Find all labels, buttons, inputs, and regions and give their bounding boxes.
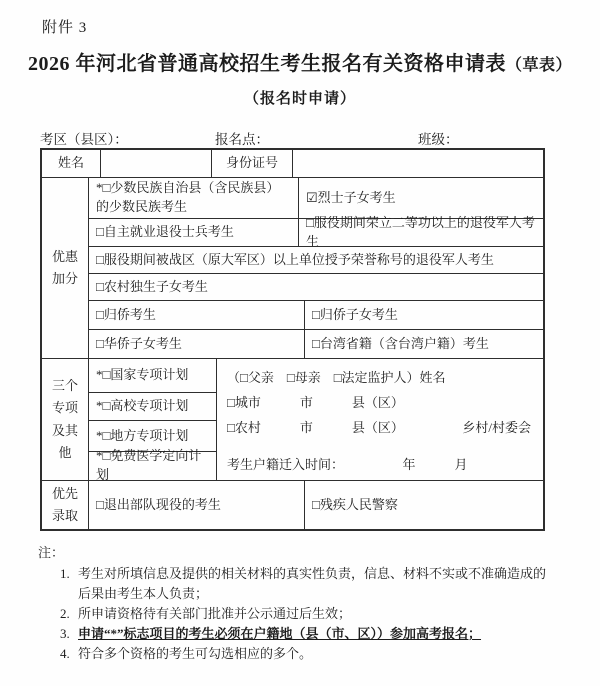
- plan-local-checkbox[interactable]: *□: [96, 427, 111, 443]
- form-title-suffix: （草表）: [505, 57, 572, 74]
- form-subtitle: （报名时申请）: [243, 91, 356, 107]
- plan-national-checkbox[interactable]: *□: [96, 367, 111, 383]
- option-returned-overseas-chinese-children-cell: [304, 301, 543, 329]
- option-self-employed-veteran-cell: [89, 219, 298, 246]
- bonus-row-2: [89, 214, 543, 249]
- plan-national-cell: [89, 359, 216, 392]
- rural-hukou-line: □农村 市 县（区） 乡村/村委会: [227, 420, 531, 435]
- option-returned-overseas-chinese-children: [312, 306, 398, 325]
- option-martyr-children-cell: [298, 178, 543, 218]
- option-self-employed-veteran: [96, 223, 234, 242]
- priority-row-1: [89, 481, 543, 529]
- option-rural-only-child: [96, 278, 208, 297]
- note-4-text: 符合多个资格的考生可勾选相应的多个。: [78, 646, 313, 661]
- note-item-2: [38, 604, 550, 624]
- option-self-employed-veteran-checkbox[interactable]: □: [96, 224, 104, 240]
- note-3-text: 申请“*”标志项目的考生必须在户籍地（县（市、区））参加高考报名；: [78, 626, 482, 641]
- plan-local-label: 地方专项计划: [110, 427, 189, 443]
- plan-national: [96, 366, 188, 385]
- section-bonus-points: [42, 177, 543, 358]
- option-martyr-children-checkbox-checked[interactable]: ☑: [306, 189, 318, 205]
- option-second-class-merit-veteran-label: 服役期间荣立二等功以上的退役军人考生: [306, 214, 535, 249]
- plan-local: [96, 427, 188, 446]
- section-priority-admission: [42, 480, 543, 529]
- plan-university: [96, 397, 188, 416]
- option-minority-checkbox[interactable]: *□: [96, 180, 111, 196]
- option-disabled-police-checkbox[interactable]: □: [312, 496, 320, 512]
- plan-national-label: 国家专项计划: [110, 367, 189, 383]
- option-overseas-chinese-children-label: 华侨子女考生: [103, 335, 182, 351]
- plans-column: [89, 359, 216, 480]
- attachment-label: 附件 3: [42, 20, 88, 36]
- option-overseas-chinese-children: [96, 335, 182, 354]
- option-retired-active-military: [96, 496, 221, 515]
- form-title: [0, 47, 600, 76]
- option-disabled-police-cell: [304, 481, 543, 529]
- form-title-main: 2026 年河北省普通高校招生考生报名有关资格申请表: [27, 53, 506, 75]
- option-returned-overseas-chinese-children-label: 归侨子女考生: [319, 306, 398, 322]
- option-second-class-merit-veteran-cell: [298, 214, 543, 249]
- option-honor-title-veteran-checkbox[interactable]: □: [96, 251, 104, 267]
- bonus-row-6: [89, 329, 543, 358]
- note-4-number: 4.: [60, 646, 70, 661]
- id-number-input-cell[interactable]: [292, 150, 543, 177]
- urban-hukou-line: □城市 市 县（区）: [227, 395, 404, 410]
- meta-row: [40, 128, 560, 146]
- option-martyr-children-label: 烈士子女考生: [317, 189, 396, 205]
- option-returned-overseas-chinese: [96, 306, 156, 325]
- option-taiwan-checkbox[interactable]: □: [312, 335, 320, 351]
- section-special-plans-header: [42, 359, 89, 480]
- note-item-1: [38, 564, 550, 604]
- option-returned-overseas-chinese-cell: [89, 301, 304, 329]
- option-minority: [96, 179, 291, 217]
- option-returned-overseas-chinese-label: 归侨考生: [103, 306, 156, 322]
- name-id-row: [42, 150, 543, 177]
- plan-free-medical-cell: [89, 448, 216, 482]
- section-bonus-points-header: [42, 178, 89, 358]
- hukou-move-in-time-line: 考生户籍迁入时间： 年 月: [227, 457, 468, 472]
- option-martyr-children: [306, 189, 396, 208]
- special-details-cell: [216, 359, 543, 480]
- option-disabled-police-label: 残疾人民警察: [319, 496, 398, 512]
- name-label: 姓名: [57, 155, 84, 171]
- note-1-number: 1.: [60, 566, 70, 581]
- option-honor-title-veteran-cell: [89, 247, 543, 273]
- option-overseas-chinese-children-cell: [89, 330, 304, 358]
- plan-university-cell: [89, 392, 216, 420]
- option-minority-label: 少数民族自治县（含民族县）的少数民族考生: [96, 180, 280, 214]
- section-special-plans-label: 三个专项及其他: [52, 378, 79, 460]
- option-retired-active-military-label: 退出部队现役的考生: [103, 496, 221, 512]
- form-table: [40, 148, 545, 531]
- option-retired-active-military-checkbox[interactable]: □: [96, 496, 104, 512]
- note-2-number: 2.: [60, 606, 70, 621]
- option-retired-active-military-cell: [89, 481, 304, 529]
- option-rural-only-child-checkbox[interactable]: □: [96, 278, 104, 294]
- plan-free-medical: [96, 447, 209, 485]
- option-honor-title-veteran: [96, 251, 494, 270]
- bonus-row-5: [89, 300, 543, 329]
- option-minority-cell: [89, 178, 298, 218]
- section-priority-admission-header: [42, 481, 89, 529]
- option-overseas-chinese-children-checkbox[interactable]: □: [96, 335, 104, 351]
- option-taiwan-cell: [304, 330, 543, 358]
- section-bonus-points-label: 优惠加分: [52, 248, 79, 286]
- section-priority-admission-label: 优先录取: [52, 485, 79, 523]
- guardian-name-line: （□父亲 □母亲 □法定监护人）姓名: [227, 370, 446, 385]
- note-3-number: 3.: [60, 626, 70, 641]
- option-rural-only-child-cell: [89, 274, 543, 300]
- bonus-row-4: [89, 273, 543, 300]
- bonus-row-3: [89, 246, 543, 273]
- option-returned-overseas-chinese-checkbox[interactable]: □: [96, 306, 104, 322]
- bonus-row-1: [89, 178, 543, 218]
- plan-free-medical-label: 免费医学定向计划: [96, 448, 202, 482]
- plan-university-label: 高校专项计划: [110, 398, 189, 414]
- option-second-class-merit-veteran-checkbox[interactable]: □: [306, 214, 314, 230]
- notes-section: [38, 543, 550, 664]
- option-returned-overseas-chinese-children-checkbox[interactable]: □: [312, 306, 320, 322]
- exam-area-label: 考区（县区）：: [40, 132, 128, 147]
- plan-free-medical-checkbox[interactable]: *□: [96, 448, 111, 464]
- note-2-text: 所申请资格待有关部门批准并公示通过后生效；: [78, 606, 352, 621]
- plan-university-checkbox[interactable]: *□: [96, 398, 111, 414]
- option-taiwan: [312, 335, 489, 354]
- registration-point-label: 报名点：: [215, 132, 269, 147]
- class-label: 班级：: [418, 132, 459, 147]
- option-taiwan-label: 台湾省籍（含台湾户籍）考生: [319, 335, 489, 351]
- notes-label: 注：: [38, 545, 65, 560]
- option-self-employed-veteran-label: 自主就业退役士兵考生: [103, 224, 234, 240]
- name-input-cell[interactable]: [100, 150, 211, 177]
- note-item-4: [38, 644, 550, 664]
- note-item-3: [38, 624, 550, 644]
- option-rural-only-child-label: 农村独生子女考生: [103, 278, 208, 294]
- option-disabled-police: [312, 496, 398, 515]
- note-1-text: 考生对所填信息及提供的相关材料的真实性负责，信息、材料不实或不准确造成的后果由考生本人负责；: [78, 566, 547, 601]
- id-number-label: 身份证号: [211, 150, 292, 177]
- section-special-plans: [42, 358, 543, 480]
- option-honor-title-veteran-label: 服役期间被战区（原大军区）以上单位授予荣誉称号的退役军人考生: [103, 251, 494, 267]
